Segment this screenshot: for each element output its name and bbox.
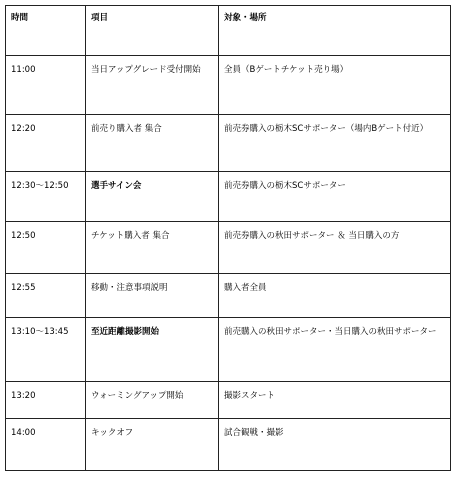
item-cell: 選手サイン会	[86, 172, 219, 222]
target-cell: 前売券購入の栃木SCサポーター（場内Bゲート付近）	[219, 115, 451, 172]
time-cell: 13:10〜13:45	[6, 318, 86, 382]
target-cell: 試合観戦・撮影	[219, 419, 451, 471]
time-cell: 12:20	[6, 115, 86, 172]
item-cell: 前売り購入者 集合	[86, 115, 219, 172]
time-cell: 11:00	[6, 56, 86, 115]
table-row	[6, 115, 451, 172]
table-row	[6, 318, 451, 382]
target-cell: 前売券購入の秋田サポーター ＆ 当日購入の方	[219, 222, 451, 274]
target-cell: 購入者全員	[219, 274, 451, 318]
table-row	[6, 172, 451, 222]
item-cell: キックオフ	[86, 419, 219, 471]
time-cell: 13:20	[6, 382, 86, 419]
table-row	[6, 222, 451, 274]
time-cell: 12:50	[6, 222, 86, 274]
item-cell: ウォーミングアップ開始	[86, 382, 219, 419]
item-cell: チケット購入者 集合	[86, 222, 219, 274]
target-cell: 前売券購入の栃木SCサポーター	[219, 172, 451, 222]
time-cell: 12:30〜12:50	[6, 172, 86, 222]
time-cell: 12:55	[6, 274, 86, 318]
header-target: 対象・場所	[219, 6, 451, 56]
item-cell: 当日アップグレード受付開始	[86, 56, 219, 115]
target-cell: 全員（Bゲートチケット売り場）	[219, 56, 451, 115]
header-time: 時間	[6, 6, 86, 56]
time-cell: 14:00	[6, 419, 86, 471]
target-cell: 撮影スタート	[219, 382, 451, 419]
table-row	[6, 56, 451, 115]
target-cell: 前売購入の秋田サポーター・当日購入の秋田サポーター	[219, 318, 451, 382]
schedule-table	[5, 5, 451, 471]
table-row	[6, 382, 451, 419]
table-row	[6, 419, 451, 471]
table-row	[6, 274, 451, 318]
table-header-row	[6, 6, 451, 56]
header-item: 項目	[86, 6, 219, 56]
item-cell: 移動・注意事項説明	[86, 274, 219, 318]
item-cell: 至近距離撮影開始	[86, 318, 219, 382]
